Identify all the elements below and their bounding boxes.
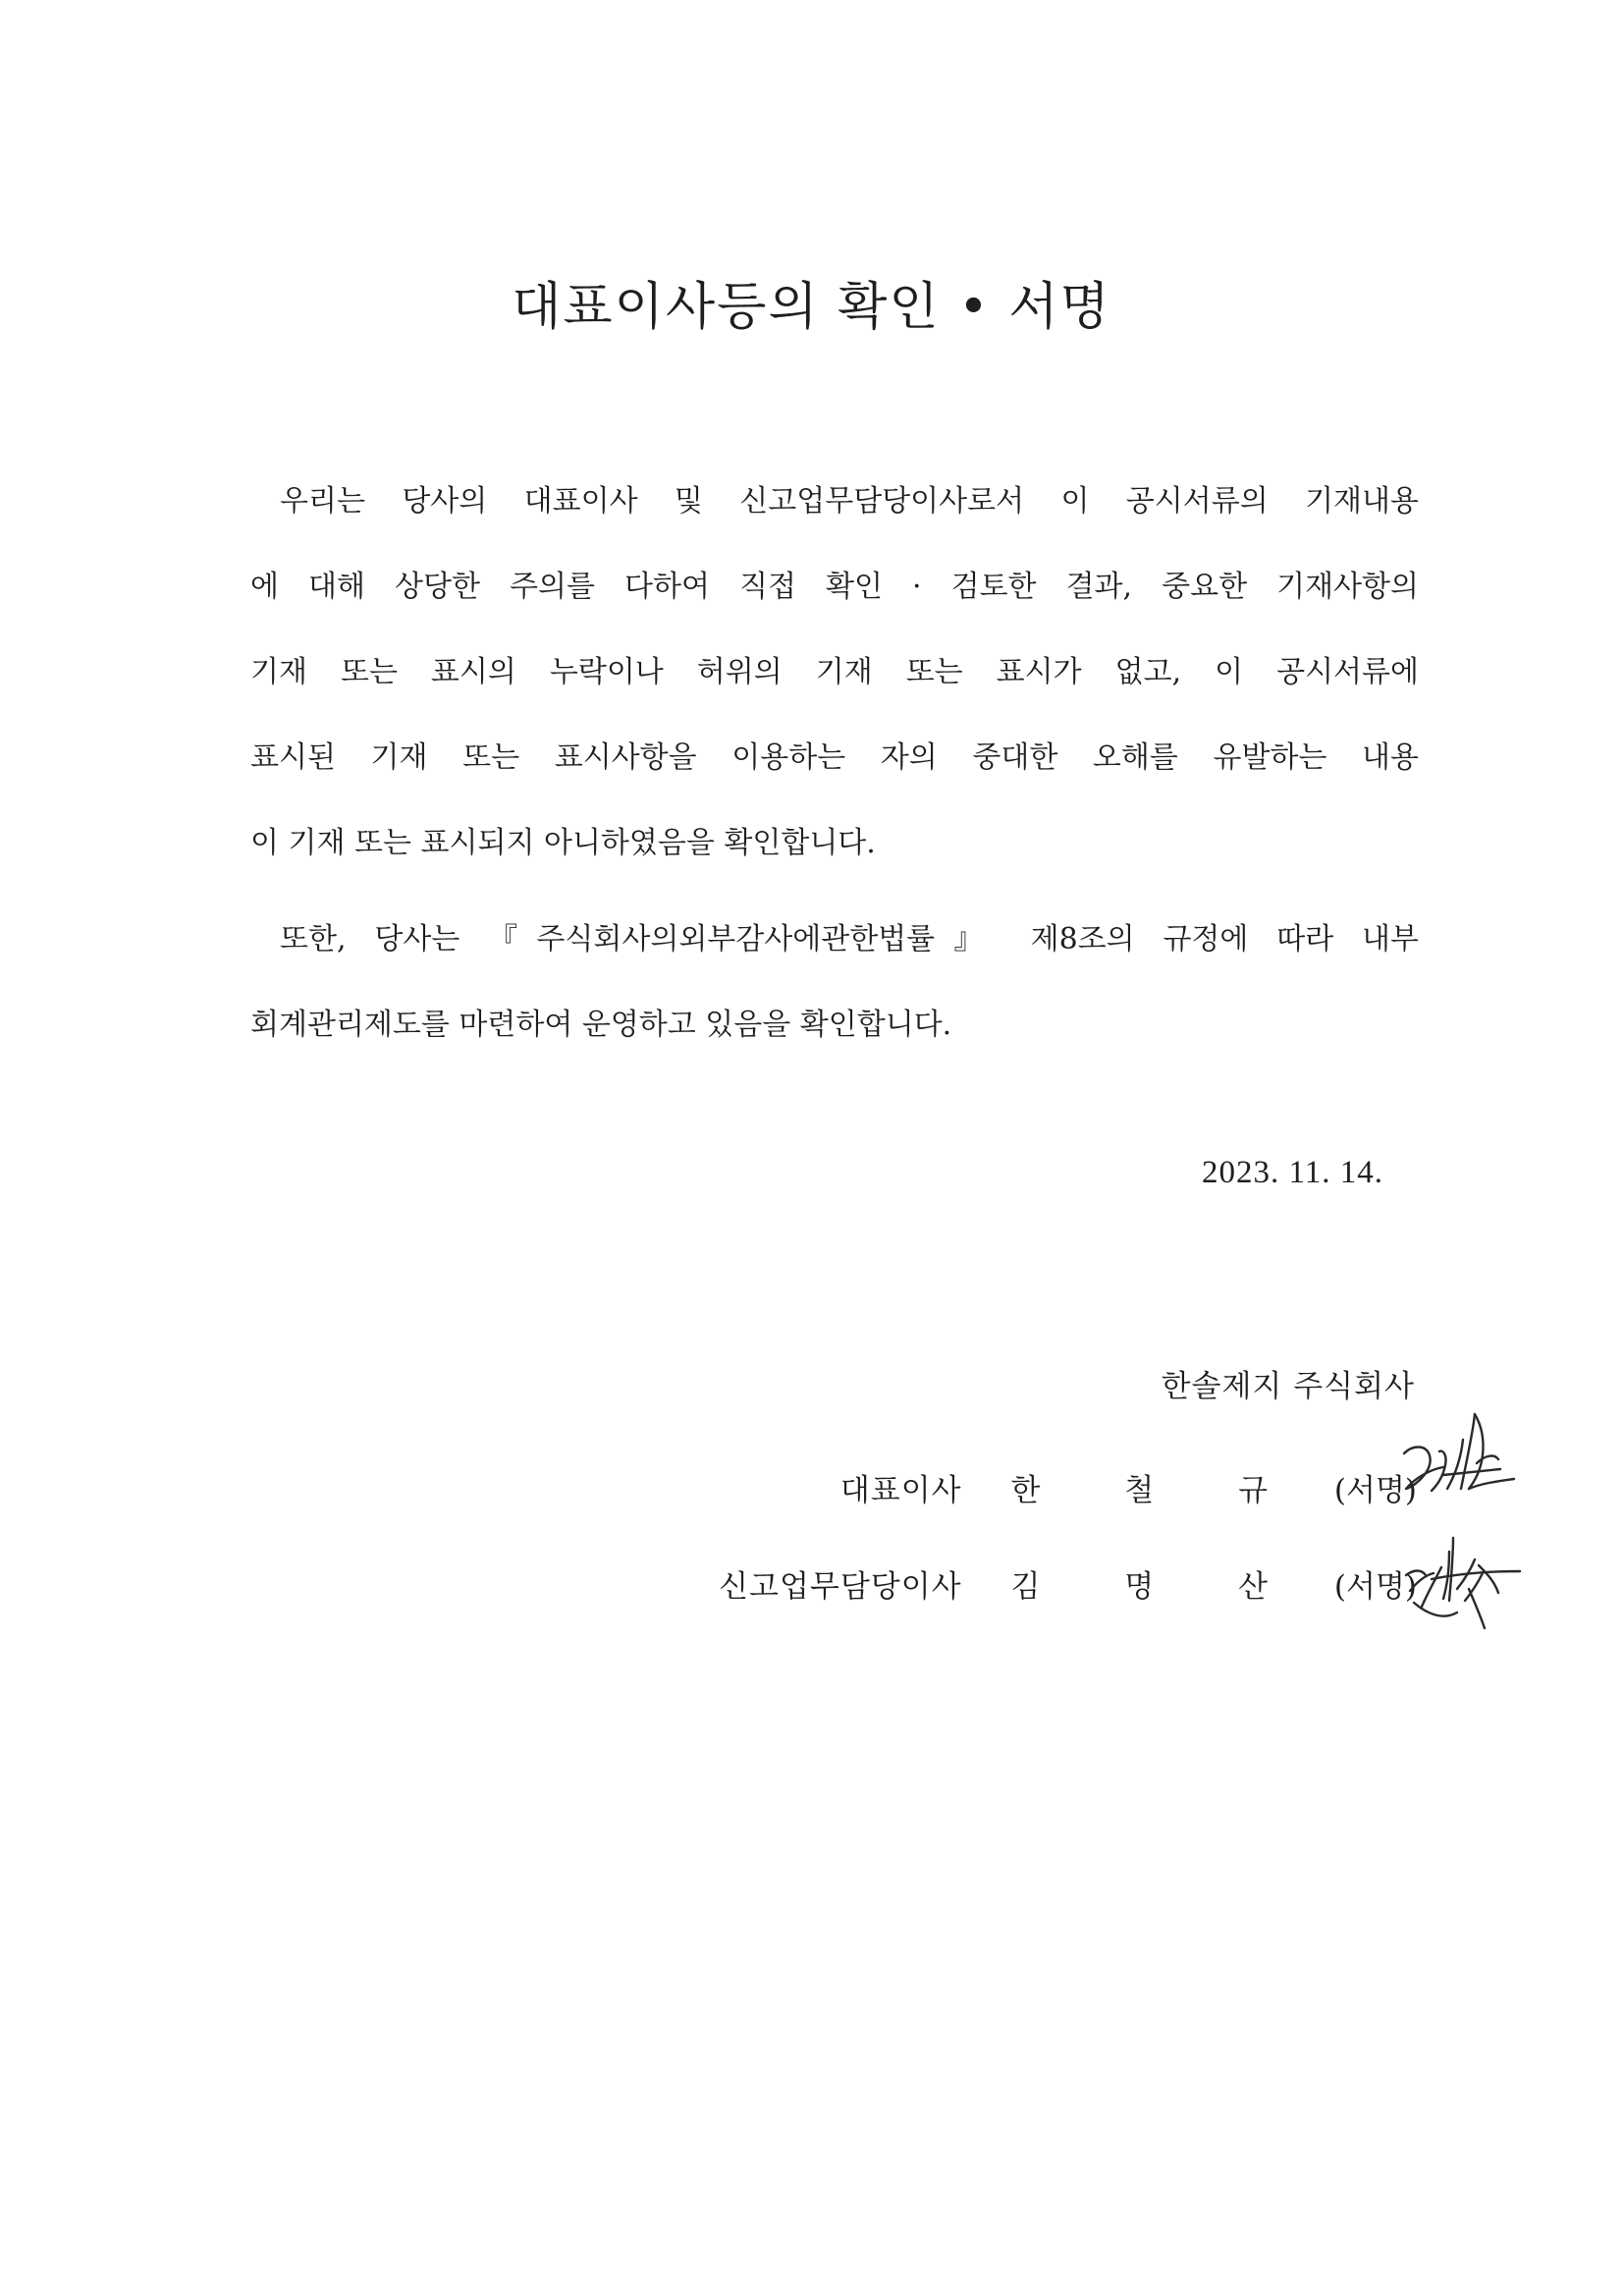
paragraph-line: 에 대해 상당한 주의를 다하여 직접 확인 · 검토한 결과, 중요한 기재사항의 <box>250 570 1419 604</box>
document-title: 대표이사등의 확인 • 서명 <box>512 278 1111 337</box>
document-date: 2023. 11. 14. <box>1201 1155 1383 1190</box>
paragraph-line: 회계관리제도를 마련하여 운영하고 있음을 확인합니다. <box>250 1008 952 1042</box>
handwritten-signature <box>1392 1394 1540 1532</box>
paragraph-line: 표시된 기재 또는 표시사항을 이용하는 자의 중대한 오해를 유발하는 내용 <box>250 740 1419 775</box>
paragraph-line: 기재 또는 표시의 누락이나 허위의 기재 또는 표시가 없고, 이 공시서류에 <box>250 655 1419 689</box>
signatory-name: 김 명 산 <box>1010 1569 1306 1605</box>
internal-control-paragraph <box>250 897 1419 1067</box>
paragraph-line: 우리는 당사의 대표이사 및 신고업무담당이사로서 이 공시서류의 기재내용 <box>280 484 1419 519</box>
paragraph-line: 또한, 당사는 『주식회사의외부감사에관한법률』 제8조의 규정에 따라 내부 <box>280 922 1419 957</box>
paragraph-line: 이 기재 또는 표시되지 아니하였음을 확인합니다. <box>250 826 876 860</box>
signatory-role: 대표이사 <box>839 1473 962 1508</box>
ceo-signature-line <box>840 1465 1417 1509</box>
company-name: 한솔제지 주식회사 <box>1161 1369 1415 1404</box>
disclosure-director-signature-line <box>719 1561 1417 1606</box>
signatory-name: 한 철 규 <box>1010 1473 1306 1508</box>
signature-label: (서명) <box>1333 1569 1417 1605</box>
signature-label: (서명) <box>1333 1473 1417 1508</box>
signatory-role: 신고업무담당이사 <box>719 1569 962 1605</box>
confirmation-paragraph <box>250 459 1419 886</box>
